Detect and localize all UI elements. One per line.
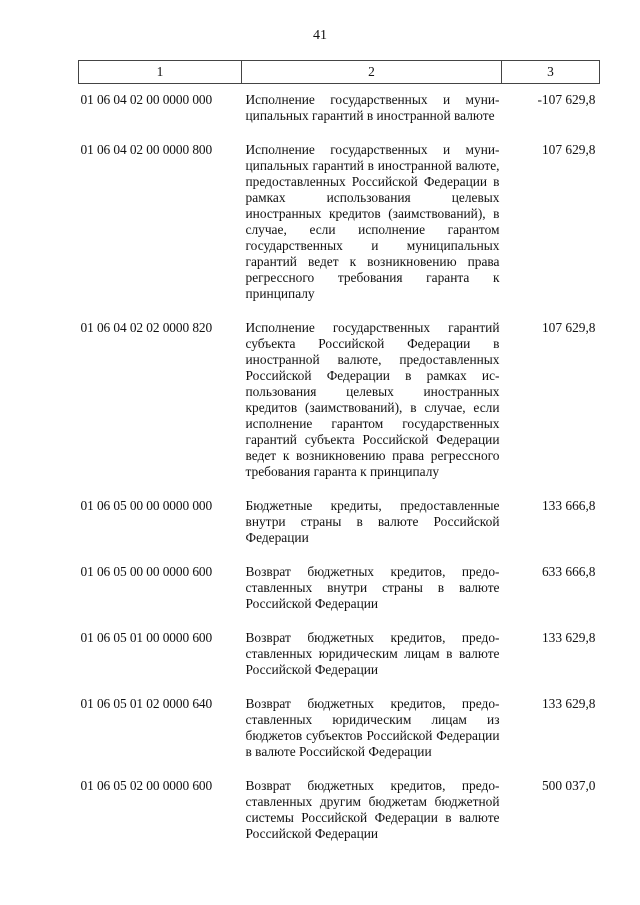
row-description: Возврат бюджетных кредитов, предоставленных юридическим лицам в валюте Российской Федерации — [245, 630, 500, 677]
row-amount: -107 629,8 — [537, 92, 596, 107]
table-row — [79, 498, 600, 546]
row-description: Исполнение государственных и муниципальных гарантий в иностранной валюте, предоставленных Российской Федерации в рамках использования целевых иностранных кредитов (заимствований), в случае, если исполнение гарантом государственных и муниципальных гарантий ведет к возникновению права регрессного требования гаранта к принципалу — [245, 142, 500, 301]
table-row — [79, 630, 600, 678]
row-amount: 133 629,8 — [541, 696, 596, 711]
row-code: 01 06 04 02 00 0000 000 — [80, 92, 213, 107]
column-header-amount: 3 — [502, 61, 600, 84]
page-number: 41 — [313, 28, 327, 43]
table-row — [79, 320, 600, 480]
table-row — [79, 778, 600, 842]
row-amount: 500 037,0 — [541, 778, 596, 793]
table-row — [79, 696, 600, 760]
row-amount: 107 629,8 — [541, 320, 596, 335]
table-header-row — [79, 61, 600, 84]
column-header-description: 2 — [242, 61, 502, 84]
table-row — [79, 142, 600, 302]
row-amount: 133 666,8 — [541, 498, 596, 513]
row-amount: 133 629,8 — [541, 630, 596, 645]
table-header — [79, 61, 600, 84]
row-code: 01 06 05 01 02 0000 640 — [80, 696, 213, 711]
row-code: 01 06 05 02 00 0000 600 — [80, 778, 213, 793]
table-row — [79, 84, 600, 125]
row-code: 01 06 05 00 00 0000 000 — [80, 498, 213, 513]
table-row — [79, 564, 600, 612]
column-header-code: 1 — [79, 61, 242, 84]
row-description: Возврат бюджетных кредитов, предоставленных юридическим лицам из бюджетов субъектов Российской Федерации в валюте Российской Федерации — [245, 696, 500, 759]
row-description: Бюджетные кредиты, предоставленные внутри страны в валюте Российской Федерации — [245, 498, 500, 545]
table-body — [79, 84, 600, 843]
row-amount: 633 666,8 — [541, 564, 596, 579]
row-amount: 107 629,8 — [541, 142, 596, 157]
row-code: 01 06 04 02 02 0000 820 — [80, 320, 213, 335]
row-description: Исполнение государственных и муниципальных гарантий в иностранной валюте — [245, 92, 500, 123]
row-code: 01 06 04 02 00 0000 800 — [80, 142, 213, 157]
row-description: Возврат бюджетных кредитов, предоставленных другим бюджетам бюджетной системы Российской Федерации в валюте Российской Федерации — [245, 778, 500, 841]
row-code: 01 06 05 00 00 0000 600 — [80, 564, 213, 579]
row-description: Возврат бюджетных кредитов, предоставленных внутри страны в валюте Российской Федерации — [245, 564, 500, 611]
budget-table — [78, 60, 600, 842]
row-code: 01 06 05 01 00 0000 600 — [80, 630, 213, 645]
row-description: Исполнение государственных гарантий субъекта Российской Федерации в иностранной валюте, предоставленных Российской Федерации в рамках использования целевых иностранных кредитов (заимствований), в случае, если исполнение гарантом государственных гарантий субъекта Российской Федерации ведет к возникновению права регрессного требования гаранта к принципалу — [245, 320, 500, 479]
